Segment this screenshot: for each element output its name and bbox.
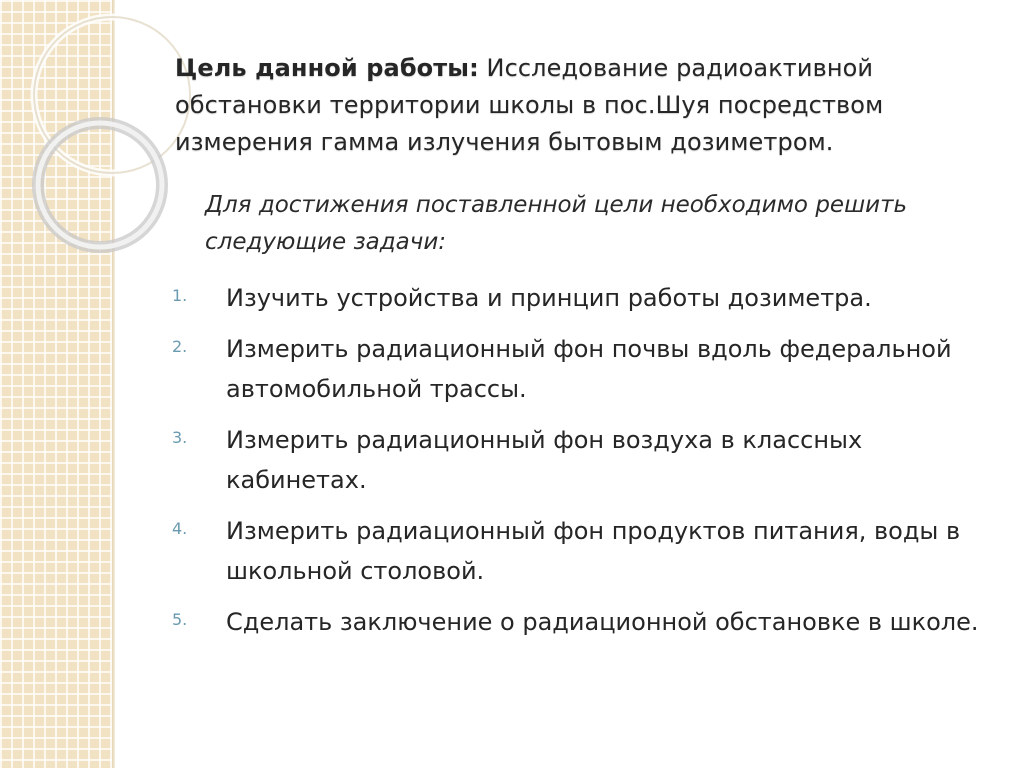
task-number: 1. (172, 286, 188, 305)
task-number: 3. (172, 428, 188, 447)
task-number: 4. (172, 519, 188, 538)
task-text: Измерить радиационный фон продуктов питания, воды в школьной столовой. (226, 517, 961, 585)
task-item (0, 329, 1024, 409)
task-text: Сделать заключение о радиационной обстановке в школе. (226, 608, 979, 636)
task-number: 2. (172, 337, 188, 356)
goal-text: Исследование радиоактивной обстановки территории школы в пос.Шуя посредством измерения гамма излучения бытовым дозиметром. (175, 54, 884, 156)
task-number: 5. (172, 610, 188, 629)
task-list (0, 278, 1024, 653)
task-text: Измерить радиационный фон почвы вдоль федеральной автомобильной трассы. (226, 335, 952, 403)
task-item (0, 511, 1024, 591)
goal-statement (175, 50, 990, 161)
task-item (0, 602, 1024, 642)
goal-label: Цель данной работы: (175, 54, 479, 82)
task-text: Изучить устройства и принцип работы дозиметра. (226, 284, 872, 312)
tasks-intro: Для достижения поставленной цели необходимо решить следующие задачи: (205, 192, 908, 255)
task-item (0, 278, 1024, 318)
task-item (0, 420, 1024, 500)
task-text: Измерить радиационный фон воздуха в классных кабинетах. (226, 426, 863, 494)
